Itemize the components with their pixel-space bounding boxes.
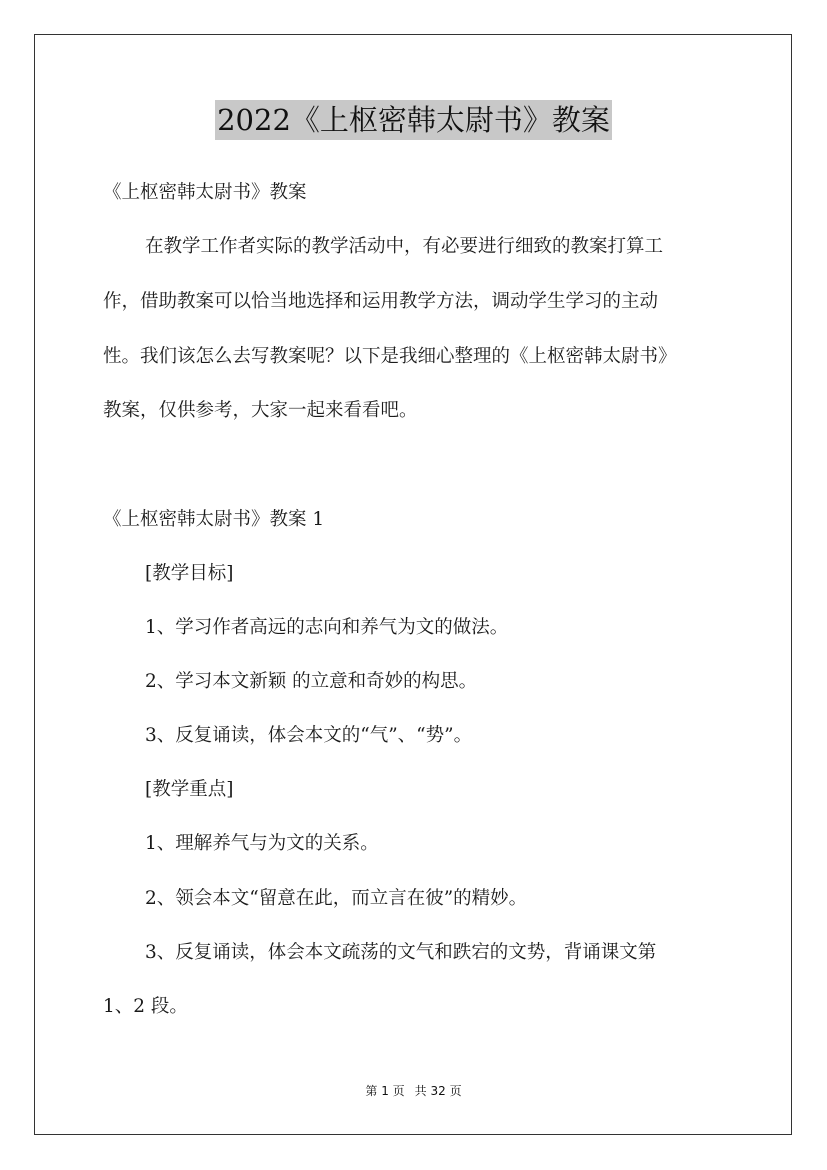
key-point-item-1: 1、理解养气与为文的关系。 xyxy=(145,833,379,854)
intro-line-4: 教案，仅供参考，大家一起来看看吧。 xyxy=(103,400,418,421)
document-title: 2022《上枢密韩太尉书》教案 xyxy=(215,100,612,140)
goal-item-1: 1、学习作者高远的志向和养气为文的做法。 xyxy=(145,617,509,638)
goal-item-3: 3、反复诵读，体会本文的“气”、“势”。 xyxy=(145,725,473,746)
key-points-label: [教学重点] xyxy=(145,779,234,800)
intro-line-2: 作，借助教案可以恰当地选择和运用教学方法，调动学生学习的主动 xyxy=(103,291,659,312)
key-point-item-2: 2、领会本文“留意在此，而立言在彼”的精妙。 xyxy=(145,888,528,909)
intro-line-1: 在教学工作者实际的教学活动中，有必要进行细致的教案打算工 xyxy=(145,236,664,257)
key-point-item-3-continuation: 1、2 段。 xyxy=(103,996,188,1017)
page-footer xyxy=(0,1083,827,1099)
title-container xyxy=(0,100,827,140)
goal-item-2: 2、学习本文新颖 的立意和奇妙的构思。 xyxy=(145,671,478,692)
intro-line-3: 性。我们该怎么去写教案呢？以下是我细心整理的《上枢密韩太尉书》 xyxy=(103,346,677,367)
section-heading: 《上枢密韩太尉书》教案 1 xyxy=(103,509,325,530)
key-point-item-3: 3、反复诵读，体会本文疏荡的文气和跌宕的文势，背诵课文第 xyxy=(145,942,657,963)
page-number: 第 1 页 xyxy=(365,1084,405,1098)
page-total: 共 32 页 xyxy=(414,1084,462,1098)
document-heading: 《上枢密韩太尉书》教案 xyxy=(103,182,307,203)
goals-label: [教学目标] xyxy=(145,563,234,584)
